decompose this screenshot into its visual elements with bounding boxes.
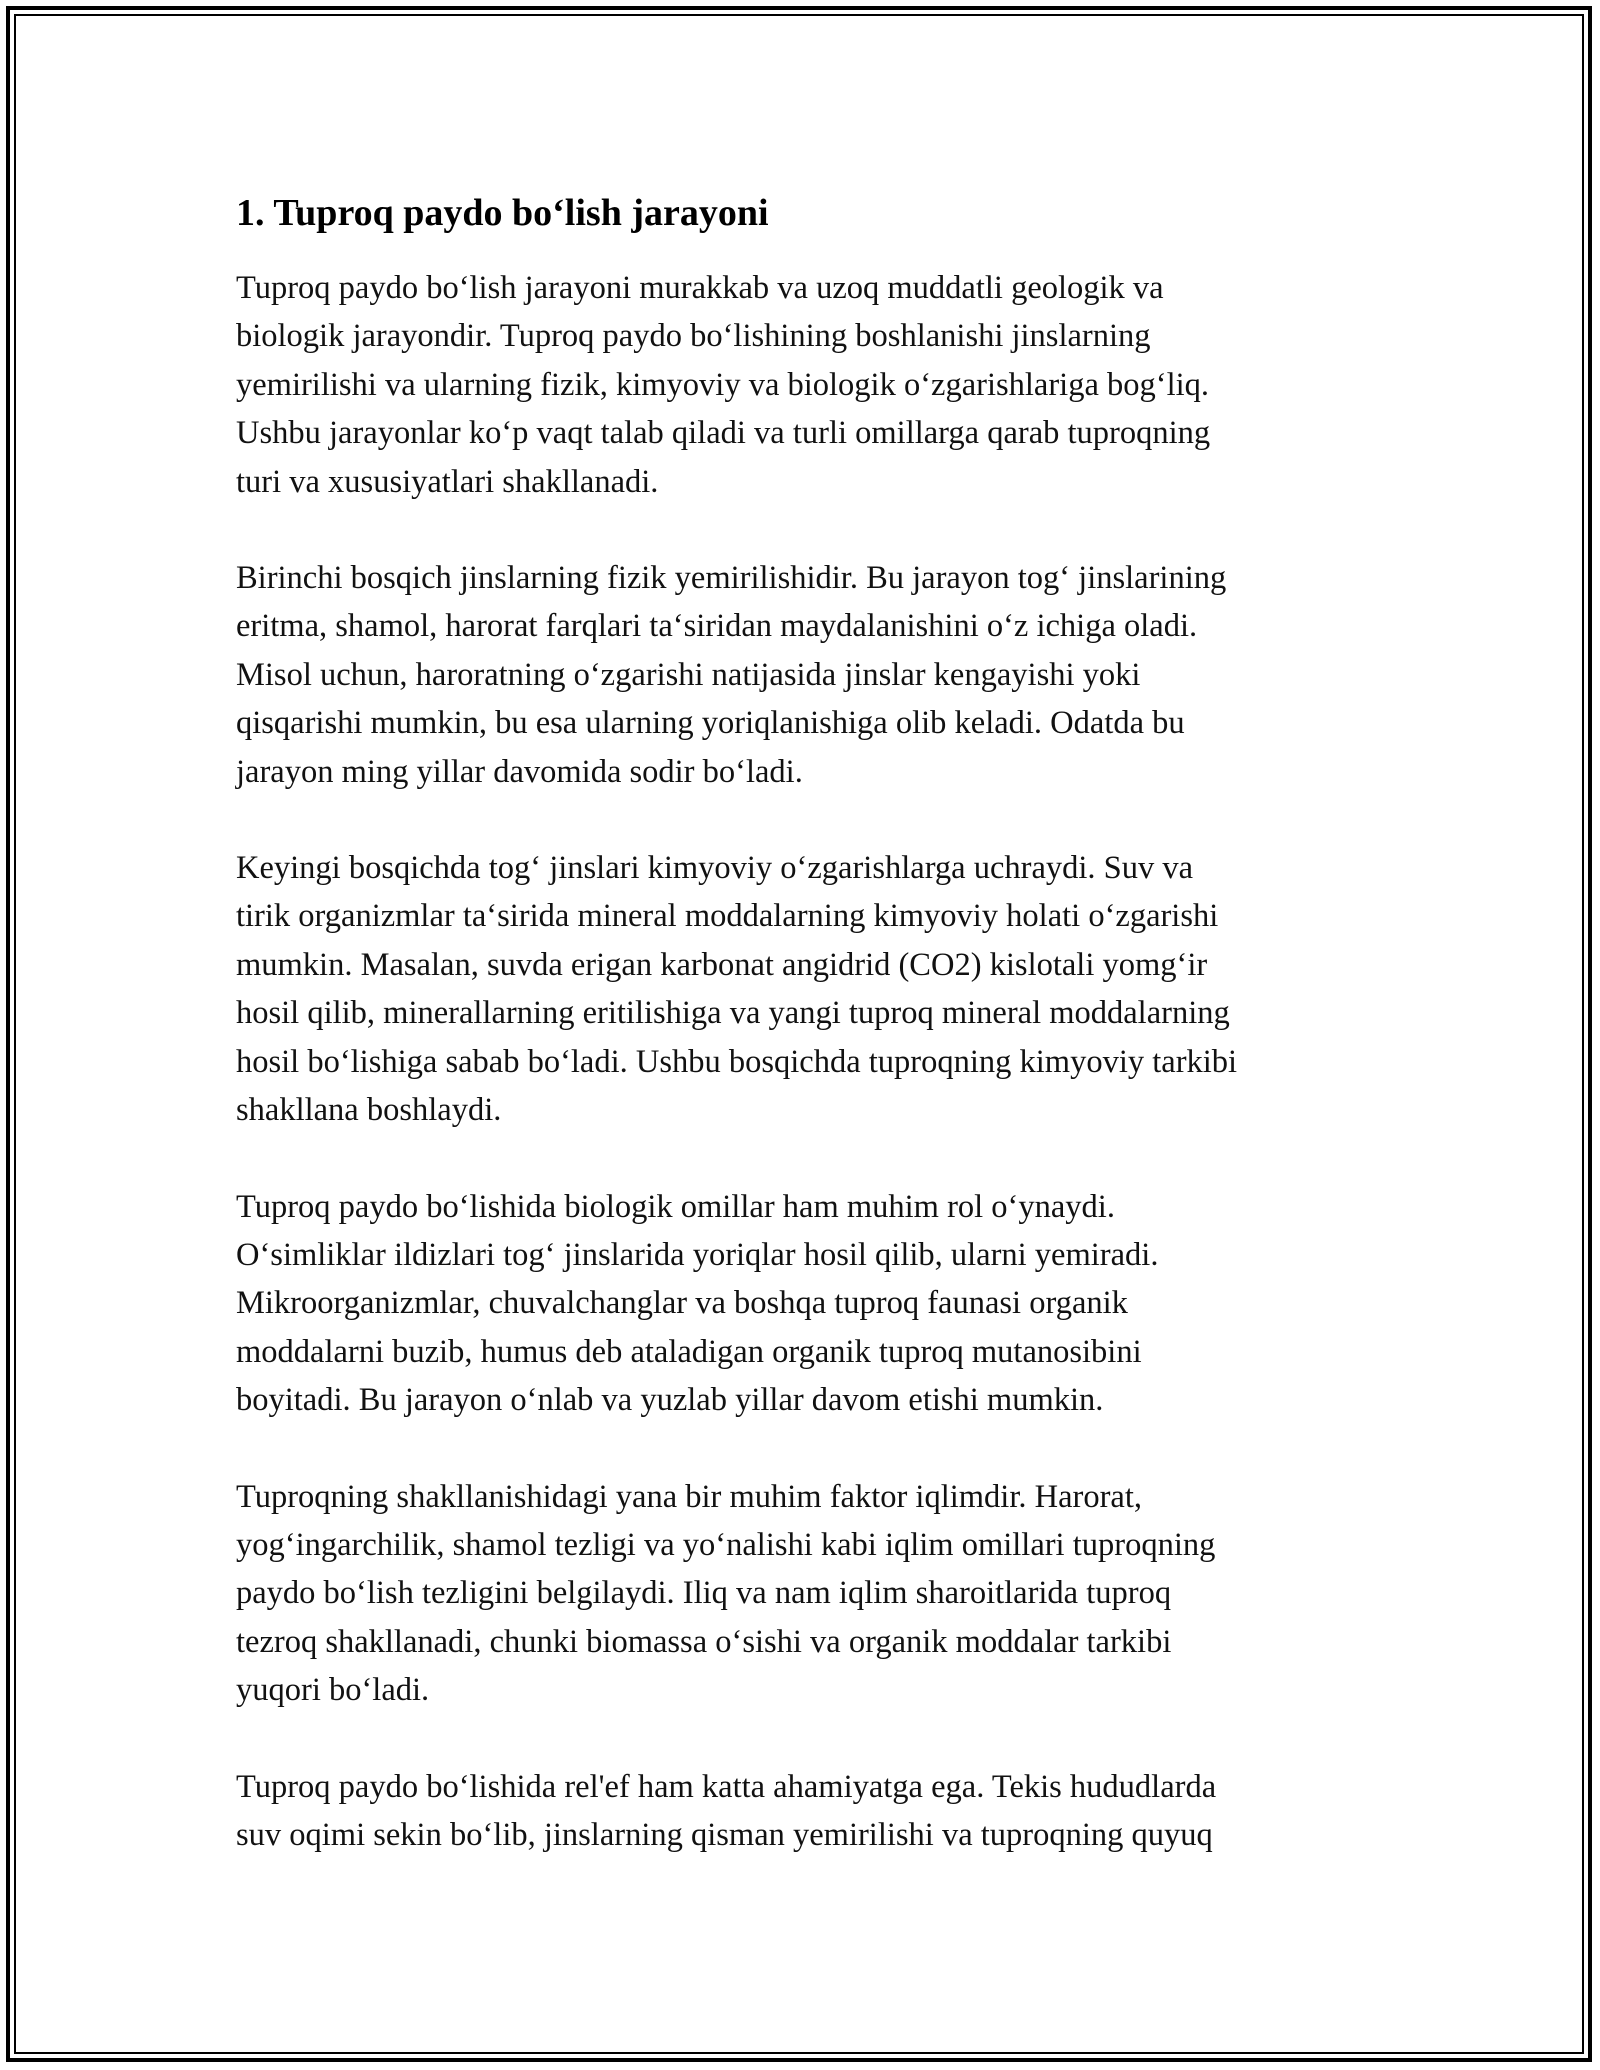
text-line: Ushbu jarayonlar ko‘p vaqt talab qiladi va turli omillarga qarab tuproqning xyxy=(236,415,1211,452)
text-line: tezroq shakllanadi, chunki biomassa o‘sishi va organik moddalar tarkibi xyxy=(236,1623,1172,1660)
paragraph-2 xyxy=(236,554,1376,796)
text-line: hosil bo‘lishiga sabab bo‘ladi. Ushbu bosqichda tuproqning kimyoviy tarkibi xyxy=(236,1043,1238,1080)
text-line: eritma, shamol, harorat farqlari ta‘siridan maydalanishini o‘z ichiga oladi. xyxy=(236,608,1198,645)
paragraph-6 xyxy=(236,1763,1376,1860)
text-line: yuqori bo‘ladi. xyxy=(236,1672,430,1709)
text-line: yog‘ingarchilik, shamol tezligi va yo‘nalishi kabi iqlim omillari tuproqning xyxy=(236,1526,1216,1563)
text-line: tirik organizmlar ta‘sirida mineral moddalarning kimyoviy holati o‘zgarishi xyxy=(236,898,1219,935)
paragraph-3 xyxy=(236,844,1376,1134)
text-line: suv oqimi sekin bo‘lib, jinslarning qisman yemirilishi va tuproqning quyuq xyxy=(236,1816,1213,1853)
text-line: turi va xususiyatlari shakllanadi. xyxy=(236,463,659,500)
text-line: Tuproq paydo bo‘lishida rel'ef ham katta ahamiyatga ega. Tekis hududlarda xyxy=(236,1768,1217,1805)
text-line: jarayon ming yillar davomida sodir bo‘ladi. xyxy=(236,753,803,790)
text-line: qisqarishi mumkin, bu esa ularning yoriqlanishiga olib keladi. Odatda bu xyxy=(236,705,1185,742)
paragraph-list xyxy=(236,264,1376,1859)
text-line: biologik jarayondir. Tuproq paydo bo‘lishining boshlanishi jinslarning xyxy=(236,318,1151,355)
text-line: boyitadi. Bu jarayon o‘nlab va yuzlab yillar davom etishi mumkin. xyxy=(236,1382,1104,1419)
text-line: paydo bo‘lish tezligini belgilaydi. Iliq va nam iqlim sharoitlarida tuproq xyxy=(236,1575,1172,1612)
text-line: Tuproqning shakllanishidagi yana bir muhim faktor iqlimdir. Harorat, xyxy=(236,1478,1142,1515)
paragraph-5 xyxy=(236,1473,1376,1715)
text-line: Mikroorganizmlar, chuvalchanglar va boshqa tuproq faunasi organik xyxy=(236,1285,1128,1322)
text-line: Tuproq paydo bo‘lish jarayoni murakkab va uzoq muddatli geologik va xyxy=(236,270,1164,306)
text-line: hosil qilib, minerallarning eritilishiga va yangi tuproq mineral moddalarning xyxy=(236,995,1230,1032)
text-line: O‘simliklar ildizlari tog‘ jinslarida yoriqlar hosil qilib, ularni yemiradi. xyxy=(236,1236,1159,1273)
text-line: Keyingi bosqichda tog‘ jinslari kimyoviy o‘zgarishlarga uchraydi. Suv va xyxy=(236,850,1194,887)
section-heading: 1. Tuproq paydo bo‘lish jarayoni xyxy=(236,192,769,234)
paragraph-1 xyxy=(236,264,1376,506)
text-line: yemirilishi va ularning fizik, kimyoviy va biologik o‘zgarishlariga bog‘liq. xyxy=(236,366,1210,403)
document-body xyxy=(236,180,1376,1907)
text-line: moddalarni buzib, humus deb ataladigan organik tuproq mutanosibini xyxy=(236,1333,1142,1370)
text-line: mumkin. Masalan, suvda erigan karbonat angidrid (CO2) kislotali yomg‘ir xyxy=(236,946,1208,983)
text-line: shakllana boshlaydi. xyxy=(236,1092,502,1129)
text-line: Tuproq paydo bo‘lishida biologik omillar ham muhim rol o‘ynaydi. xyxy=(236,1188,1115,1225)
paragraph-4 xyxy=(236,1183,1376,1425)
text-line: Misol uchun, haroratning o‘zgarishi natijasida jinslar kengayishi yoki xyxy=(236,656,1141,693)
text-line: Birinchi bosqich jinslarning fizik yemirilishidir. Bu jarayon tog‘ jinslarining xyxy=(236,560,1227,597)
